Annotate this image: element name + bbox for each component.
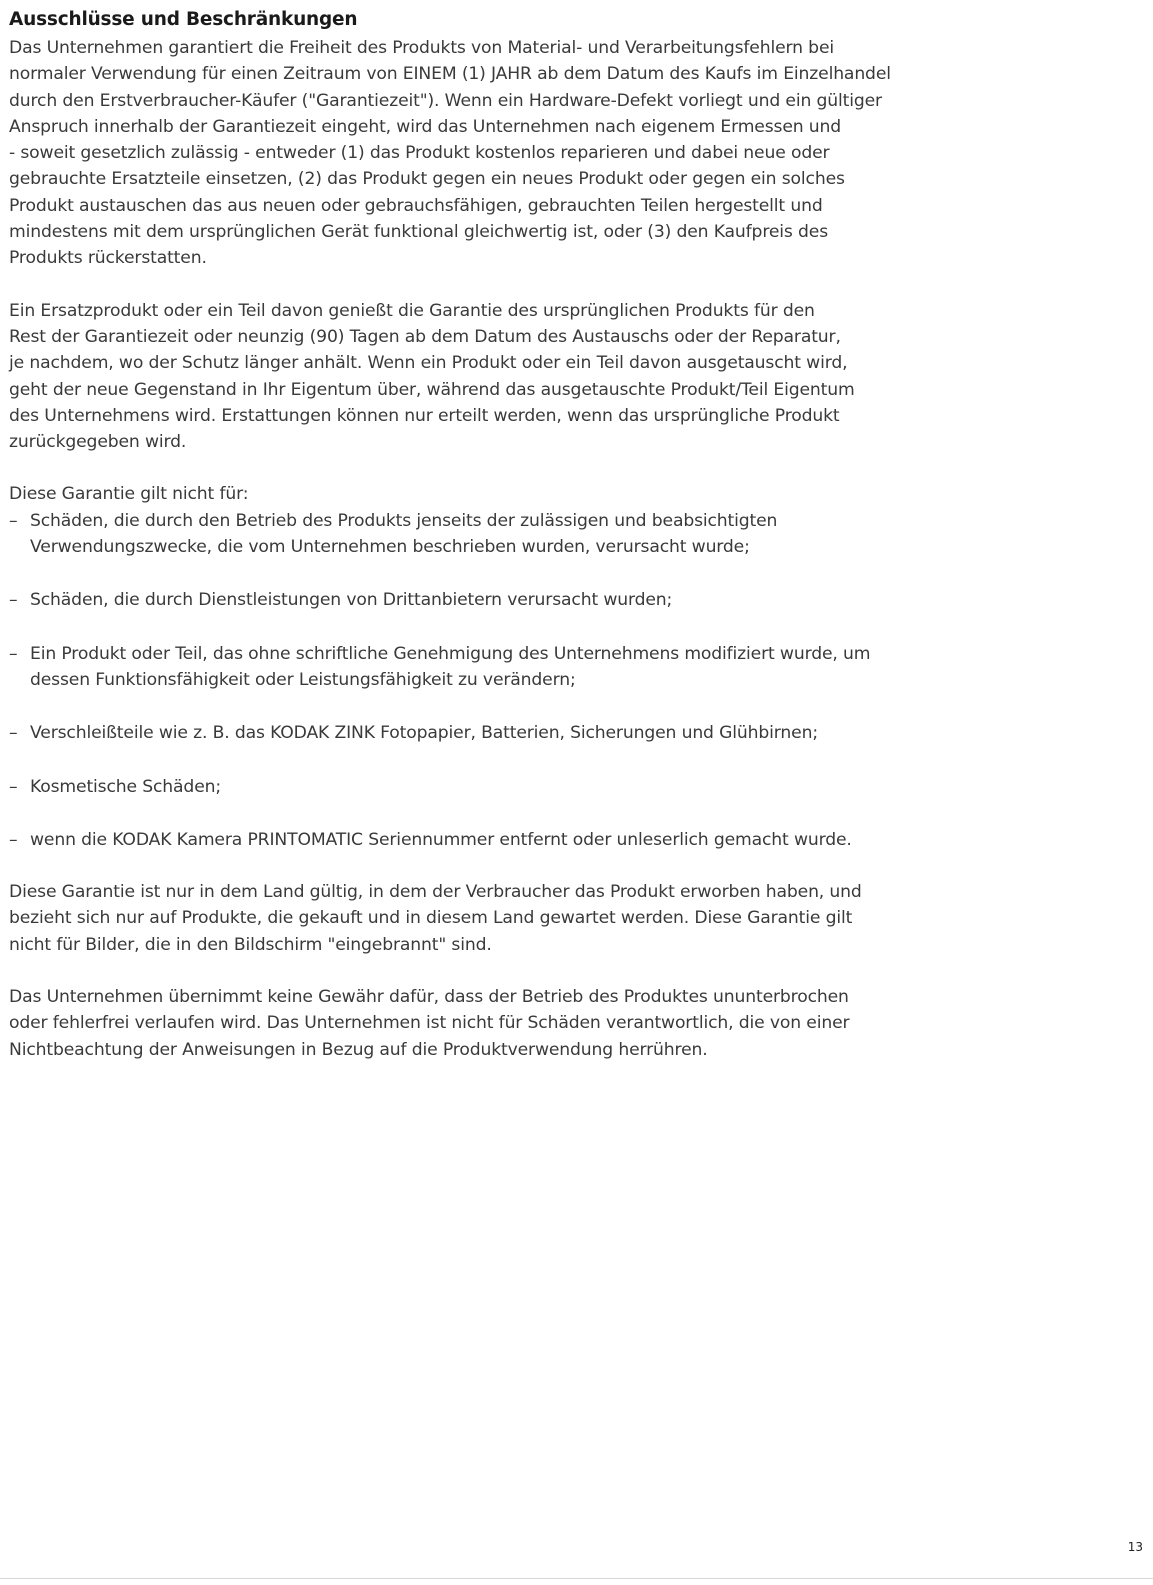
list-item	[9, 641, 1129, 694]
list-dash: –	[9, 776, 18, 797]
text-line: zurückgegeben wird.	[9, 432, 187, 453]
text-line: Ein Produkt oder Teil, das ohne schriftliche Genehmigung des Unternehmens modifiziert wurde, um	[30, 643, 871, 664]
text-line: Diese Garantie gilt nicht für:	[9, 484, 249, 505]
list-item-text	[30, 641, 1129, 694]
text-line: mindestens mit dem ursprünglichen Gerät funktional gleichwertig ist, oder (3) den Kaufpreis des	[9, 222, 829, 243]
text-line: Verwendungszwecke, die vom Unternehmen beschrieben wurden, verursacht wurde;	[30, 537, 750, 558]
text-line: Das Unternehmen garantiert die Freiheit des Produkts von Material- und Verarbeitungsfehlern bei	[9, 38, 834, 58]
text-line: Schäden, die durch Dienstleistungen von Drittanbietern verursacht wurden;	[30, 590, 673, 611]
text-line: Ein Ersatzprodukt oder ein Teil davon genießt die Garantie des ursprünglichen Produkts für den	[9, 300, 815, 321]
text-line: Rest der Garantiezeit oder neunzig (90) Tagen ab dem Datum des Austauschs oder der Reparatur,	[9, 326, 841, 347]
text-line: Verschleißteile wie z. B. das KODAK ZINK Fotopapier, Batterien, Sicherungen und Glühbirnen;	[30, 723, 818, 744]
document-page	[9, 6, 1129, 1063]
paragraph-replacement-product	[9, 298, 1129, 456]
text-line: Produkt austauschen das aus neuen oder gebrauchsfähigen, gebrauchten Teilen hergestellt und	[9, 195, 823, 216]
list-item	[9, 587, 1129, 613]
list-dash: –	[9, 590, 18, 611]
text-line: - soweit gesetzlich zulässig - entweder (1) das Produkt kostenlos reparieren und dabei neue oder	[9, 143, 830, 164]
list-item-text	[30, 720, 1129, 746]
text-line: wenn die KODAK Kamera PRINTOMATIC Seriennummer entfernt oder unleserlich gemacht wurde.	[30, 829, 852, 850]
paragraph-warranty-scope	[9, 35, 1129, 272]
text-line: durch den Erstverbraucher-Käufer ("Garantiezeit"). Wenn ein Hardware-Defekt vorliegt und ein gültiger	[9, 90, 882, 111]
list-item	[9, 508, 1129, 561]
list-dash: –	[9, 829, 18, 850]
text-line: normaler Verwendung für einen Zeitraum von EINEM (1) JAHR ab dem Datum des Kaufs im Einzelhandel	[9, 64, 891, 85]
list-item-text	[30, 508, 1129, 561]
text-line: nicht für Bilder, die in den Bildschirm "eingebrannt" sind.	[9, 934, 492, 955]
text-line: Das Unternehmen übernimmt keine Gewähr dafür, dass der Betrieb des Produktes ununterbrochen	[9, 987, 849, 1008]
text-line: Anspruch innerhalb der Garantiezeit eingeht, wird das Unternehmen nach eigenem Ermessen und	[9, 116, 842, 137]
text-line: Produkts rückerstatten.	[9, 248, 207, 269]
list-item	[9, 827, 1129, 853]
text-line: oder fehlerfrei verlaufen wird. Das Unternehmen ist nicht für Schäden verantwortlich, die von einer	[9, 1013, 850, 1034]
text-line: je nachdem, wo der Schutz länger anhält. Wenn ein Produkt oder ein Teil davon ausgetauscht wird,	[9, 353, 848, 374]
list-item-text	[30, 827, 1129, 853]
text-line: Schäden, die durch den Betrieb des Produkts jenseits der zulässigen und beabsichtigten	[30, 510, 778, 531]
paragraph-country-validity	[9, 879, 1129, 958]
paragraph-no-guarantee	[9, 984, 1129, 1063]
list-intro	[9, 481, 1129, 507]
text-line: des Unternehmens wird. Erstattungen können nur erteilt werden, wenn das ursprüngliche Produkt	[9, 405, 840, 426]
section-heading: Ausschlüsse und Beschränkungen	[9, 9, 358, 30]
list-dash: –	[9, 643, 18, 664]
text-line: geht der neue Gegenstand in Ihr Eigentum über, während das ausgetauschte Produkt/Teil Eigentum	[9, 379, 855, 400]
text-line: Kosmetische Schäden;	[30, 776, 222, 797]
page-number: 13	[1127, 1540, 1143, 1554]
list-item-text	[30, 587, 1129, 613]
list-item-text	[30, 774, 1129, 800]
text-line: Nichtbeachtung der Anweisungen in Bezug auf die Produktverwendung herrühren.	[9, 1039, 708, 1060]
text-line: Diese Garantie ist nur in dem Land gültig, in dem der Verbraucher das Produkt erworben haben, und	[9, 882, 862, 903]
text-line: gebrauchte Ersatzteile einsetzen, (2) das Produkt gegen ein neues Produkt oder gegen ein solches	[9, 169, 845, 190]
list-dash: –	[9, 723, 18, 744]
list-item	[9, 774, 1129, 800]
list-item	[9, 720, 1129, 746]
text-line: bezieht sich nur auf Produkte, die gekauft und in diesem Land gewartet werden. Diese Garantie gilt	[9, 908, 853, 929]
bottom-divider	[0, 1578, 1153, 1579]
text-line: dessen Funktionsfähigkeit oder Leistungsfähigkeit zu verändern;	[30, 669, 576, 690]
list-dash: –	[9, 510, 18, 531]
